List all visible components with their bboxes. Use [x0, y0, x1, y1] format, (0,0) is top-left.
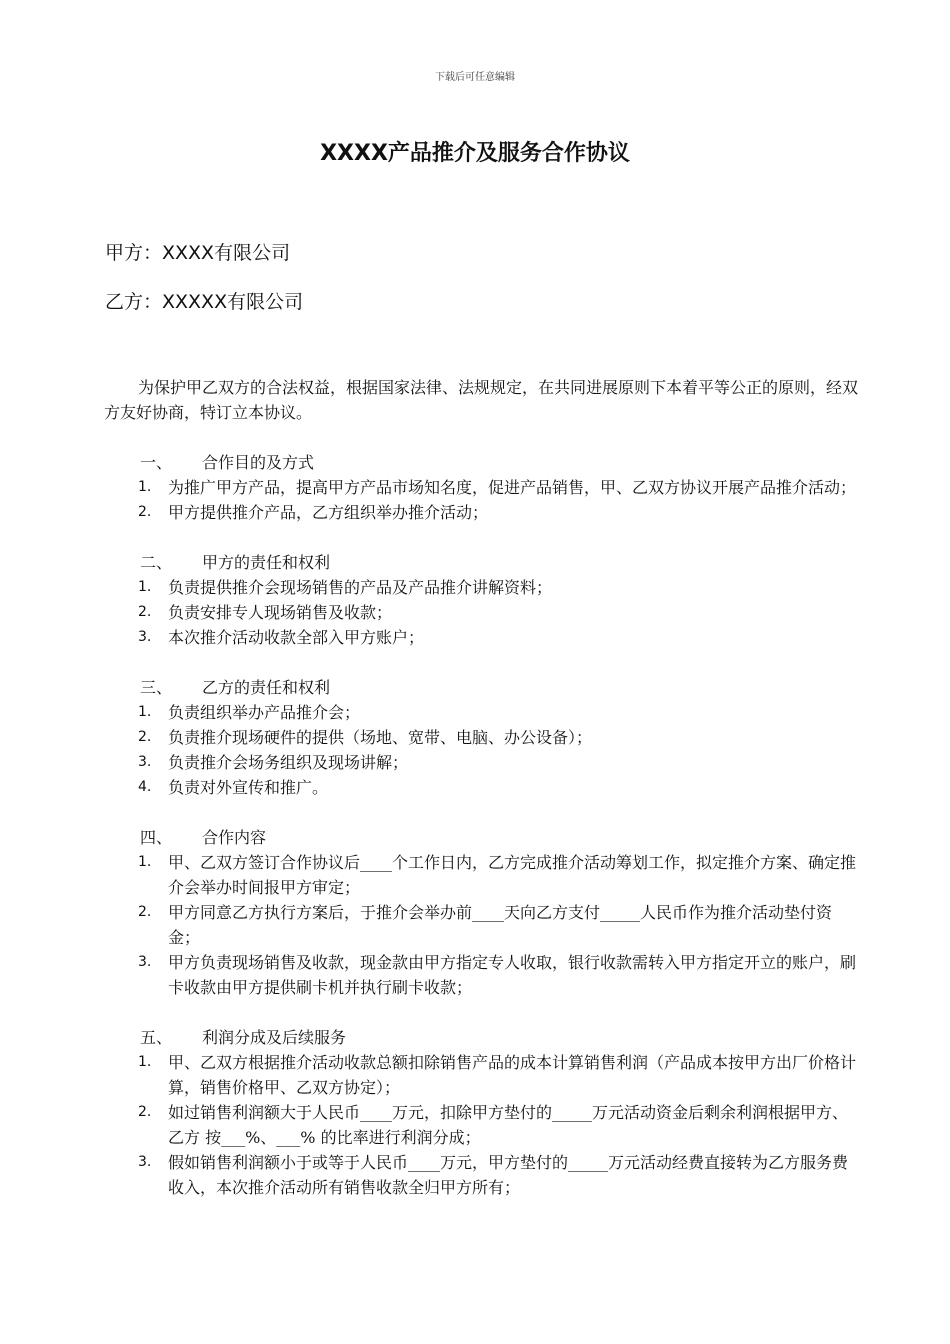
- item-number: 3.: [138, 754, 152, 770]
- item-number: 1.: [138, 704, 152, 720]
- section-number: 三、: [140, 678, 173, 697]
- section-5: [104, 1025, 858, 1200]
- list-item: [104, 575, 858, 600]
- section-number: 一、: [140, 453, 173, 472]
- list-item: [104, 850, 858, 900]
- item-number: 3.: [138, 954, 152, 970]
- item-text: 负责推介会场务组织及现场讲解；: [168, 753, 409, 772]
- item-number: 1.: [138, 479, 152, 495]
- item-text: 负责安排专人现场销售及收款；: [168, 603, 393, 622]
- item-number: 3.: [138, 1154, 152, 1170]
- item-number: 1.: [138, 854, 152, 870]
- item-number: 1.: [138, 579, 152, 595]
- item-text: 负责对外宣传和推广。: [168, 778, 329, 797]
- section-1: [104, 450, 858, 525]
- item-text: 假如销售利润额小于或等于人民币____万元，甲方垫付的_____万元活动经费直接转为乙方服务费收入，本次推介活动所有销售收款全归甲方所有；: [168, 1153, 849, 1197]
- list-item: [104, 600, 858, 625]
- list-item: [104, 1150, 858, 1200]
- item-text: 为推广甲方产品，提高甲方产品市场知名度，促进产品销售，甲、乙双方协议开展产品推介活动；: [168, 478, 857, 497]
- section-number: 二、: [140, 553, 173, 572]
- item-number: 1.: [138, 1054, 152, 1070]
- party-a: 甲方：XXXX有限公司: [105, 242, 291, 264]
- section-number: 四、: [140, 828, 173, 847]
- list-item: [104, 900, 858, 950]
- intro-paragraph: 为保护甲乙双方的合法权益，根据国家法律、法规规定，在共同进展原则下本着平等公正的原则，经双方友好协商，特订立本协议。: [104, 378, 859, 422]
- section-heading: [104, 825, 858, 850]
- section-number: 五、: [140, 1028, 173, 1047]
- list-item: [104, 700, 858, 725]
- item-text: 甲方负责现场销售及收款，现金款由甲方指定专人收取，银行收款需转入甲方指定开立的账户，刷卡收款由甲方提供刷卡机并执行刷卡收款；: [168, 953, 857, 997]
- item-text: 负责推介现场硬件的提供（场地、宽带、电脑、办公设备）；: [168, 728, 593, 747]
- list-item: [104, 1050, 858, 1100]
- list-item: [104, 750, 858, 775]
- item-text: 甲方同意乙方执行方案后，于推介会举办前____天向乙方支付_____人民币作为推介活动垫付资金；: [168, 903, 833, 947]
- list-item: [104, 475, 858, 500]
- item-number: 4.: [138, 779, 152, 795]
- section-title: 利润分成及后续服务: [202, 1028, 347, 1047]
- party-b: 乙方：XXXXX有限公司: [105, 291, 304, 313]
- item-text: 负责组织举办产品推介会；: [168, 703, 361, 722]
- list-item: [104, 625, 858, 650]
- section-title: 合作目的及方式: [202, 453, 315, 472]
- document-title: XXXX产品推介及服务合作协议: [320, 141, 630, 166]
- section-heading: [104, 550, 858, 575]
- list-item: [104, 775, 858, 800]
- item-text: 甲、乙双方根据推介活动收款总额扣除销售产品的成本计算销售利润（产品成本按甲方出厂价格计算，销售价格甲、乙双方协定）；: [168, 1053, 857, 1097]
- list-item: [104, 500, 858, 525]
- item-text: 甲方提供推介产品，乙方组织举办推介活动；: [168, 503, 489, 522]
- item-text: 负责提供推介会现场销售的产品及产品推介讲解资料；: [168, 578, 553, 597]
- section-3: [104, 675, 858, 800]
- item-number: 2.: [138, 1104, 152, 1120]
- item-text: 如过销售利润额大于人民币____万元，扣除甲方垫付的_____万元活动资金后剩余利润根据甲方、乙方 按___%、___% 的比率进行利润分成；: [168, 1103, 849, 1147]
- item-number: 2.: [138, 729, 152, 745]
- header-note: 下载后可任意编辑: [435, 72, 515, 83]
- section-title: 甲方的责任和权利: [202, 553, 331, 572]
- item-number: 2.: [138, 504, 152, 520]
- section-heading: [104, 1025, 858, 1050]
- item-number: 3.: [138, 629, 152, 645]
- list-item: [104, 1100, 858, 1150]
- section-heading: [104, 450, 858, 475]
- section-title: 合作内容: [202, 828, 267, 847]
- item-text: 本次推介活动收款全部入甲方账户；: [168, 628, 425, 647]
- item-number: 2.: [138, 904, 152, 920]
- section-heading: [104, 675, 858, 700]
- section-4: [104, 825, 858, 1000]
- list-item: [104, 725, 858, 750]
- section-2: [104, 550, 858, 650]
- sections: [104, 450, 858, 1225]
- list-item: [104, 950, 858, 1000]
- item-text: 甲、乙双方签订合作协议后____个工作日内，乙方完成推介活动筹划工作，拟定推介方案、确定推介会举办时间报甲方审定；: [168, 853, 857, 897]
- section-title: 乙方的责任和权利: [202, 678, 331, 697]
- item-number: 2.: [138, 604, 152, 620]
